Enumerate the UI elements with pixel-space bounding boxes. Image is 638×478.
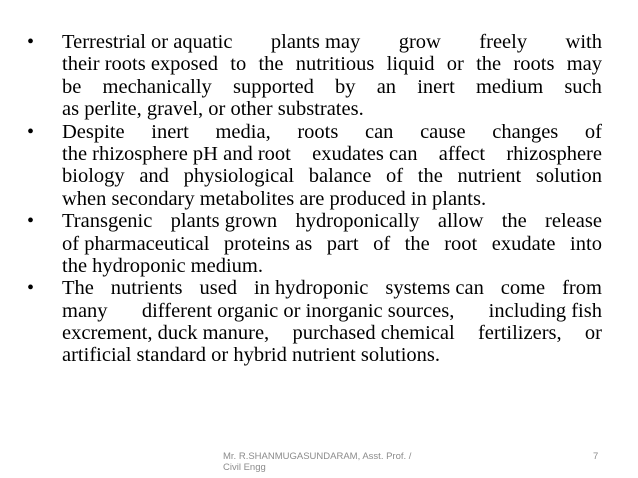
bullet-text-segment: different organic or inorganic sources, <box>141 299 455 322</box>
bullet-text-segment: the <box>501 210 527 233</box>
bullet-line <box>62 121 602 143</box>
bullet-text-segment: Terrestrial or aquatic <box>62 31 233 53</box>
bullet-text-segment: nutrient <box>457 165 522 188</box>
bullet-text-segment: their roots exposed <box>62 53 218 76</box>
bullet-line <box>62 143 602 165</box>
bullet-text-segment: many <box>62 299 108 322</box>
bullet-text-segment: release <box>545 210 602 233</box>
bullet-text-segment: grow <box>398 31 441 53</box>
bullet-dot: • <box>27 210 35 233</box>
bullet-text-segment: balance <box>308 165 372 188</box>
bullet-text-segment: may <box>566 53 602 76</box>
bullet-text-segment: medium <box>475 75 544 98</box>
bullet-text-segment: changes <box>492 120 559 143</box>
bullet-list <box>0 31 638 367</box>
bullet-line <box>62 76 602 98</box>
bullet-text-segment: roots <box>297 120 339 143</box>
bullet-text-segment: to <box>230 53 247 76</box>
bullet-text-segment: the <box>476 53 502 76</box>
bullet-text-segment: in hydroponic <box>253 277 369 300</box>
bullet-text-segment: biology <box>62 165 125 188</box>
bullet-text-segment: can <box>364 120 394 143</box>
bullet-text-segment: Transgenic <box>62 210 153 233</box>
bullet-text-segment: the <box>404 232 430 255</box>
bullet-text-segment: including fish <box>488 299 602 322</box>
bullet-text-segment: media, <box>215 120 271 143</box>
bullet-text-segment: physiological <box>183 165 295 188</box>
bullet-line <box>62 300 602 322</box>
bullet-line <box>62 210 602 232</box>
bullet-text-segment: exudates can <box>312 142 418 165</box>
bullet-dot: • <box>27 31 35 53</box>
bullet-text-segment: root <box>444 232 478 255</box>
bullet-text-segment: rhizosphere <box>506 142 602 165</box>
bullet-text-segment: allow <box>437 210 484 233</box>
bullet-text-segment: cause <box>420 120 466 143</box>
bullet-line <box>62 277 602 299</box>
bullet-line <box>62 31 602 53</box>
bullet-item <box>0 277 638 367</box>
bullet-dot: • <box>27 120 35 143</box>
bullet-text-segment: of <box>584 120 602 143</box>
bullet-text-segment: be <box>62 75 82 98</box>
bullet-text-segment: by <box>335 75 356 98</box>
bullet-text-segment: the rhizosphere pH and root <box>62 142 291 165</box>
bullet-text-segment: fertilizers, <box>477 322 562 345</box>
bullet-text-segment: affect <box>438 142 486 165</box>
bullet-text-segment: liquid <box>386 53 435 76</box>
bullet-text-segment: into <box>570 232 602 255</box>
footer-author-line-2: Civil Engg <box>223 462 266 473</box>
bullet-line <box>62 165 602 187</box>
bullet-text-segment: of <box>373 232 391 255</box>
bullet-line <box>62 53 602 75</box>
bullet-line <box>62 98 602 120</box>
bullet-line <box>62 188 602 210</box>
bullet-text-segment: exudate <box>491 232 556 255</box>
bullet-text-segment: the <box>417 165 443 188</box>
bullet-text-segment: come <box>500 277 546 300</box>
bullet-text-segment: artificial standard or hybrid nutrient solutions. <box>62 344 441 367</box>
bullet-text-segment: inert <box>151 120 189 143</box>
bullet-text-segment: with <box>565 31 602 53</box>
bullet-text-segment: nutrients <box>110 277 183 300</box>
bullet-text-segment: or <box>446 53 464 76</box>
bullet-text-segment: proteins as <box>223 232 313 255</box>
bullet-text-segment: or <box>584 322 602 345</box>
bullet-item <box>0 31 638 121</box>
bullet-text-segment: of <box>386 165 404 188</box>
bullet-text-segment: solution <box>535 165 602 188</box>
footer-author-line-1: Mr. R.SHANMUGASUNDARAM, Asst. Prof. / <box>223 451 412 462</box>
bullet-text-segment: as perlite, gravel, or other substrates. <box>62 98 364 121</box>
bullet-line <box>62 233 602 255</box>
bullet-text-segment: inert <box>417 75 455 98</box>
bullet-text-segment: part <box>326 232 359 255</box>
bullet-text-segment: freely <box>479 31 528 53</box>
bullet-text-segment: used <box>199 277 238 300</box>
bullet-text-segment: from <box>562 277 602 300</box>
bullet-text-segment: plants may <box>270 31 361 53</box>
bullet-text-segment: the hydroponic medium. <box>62 254 263 277</box>
bullet-text-segment: The <box>62 277 94 300</box>
bullet-text-segment: an <box>376 75 397 98</box>
bullet-text-segment: and <box>139 165 169 188</box>
bullet-text-segment: roots <box>513 53 555 76</box>
bullet-text-segment: systems can <box>385 277 484 300</box>
bullet-text-segment: supported <box>232 75 314 98</box>
bullet-line <box>62 322 602 344</box>
bullet-text-segment: the <box>258 53 284 76</box>
bullet-line <box>62 255 602 277</box>
bullet-text-segment: such <box>564 75 602 98</box>
bullet-text-segment: of pharmaceutical <box>62 232 210 255</box>
bullet-text-segment: purchased chemical <box>292 322 455 345</box>
bullet-text-segment: mechanically <box>102 75 212 98</box>
bullet-text-segment: Despite <box>62 120 125 143</box>
bullet-text-segment: when secondary metabolites are produced in plants. <box>62 187 487 210</box>
bullet-text-segment: nutritious <box>295 53 375 76</box>
footer-author <box>223 451 423 473</box>
bullet-line <box>62 344 602 366</box>
page-number: 7 <box>593 451 599 462</box>
bullet-text-segment: plants grown <box>170 210 278 233</box>
bullet-text-segment: hydroponically <box>295 210 420 233</box>
bullet-item <box>0 210 638 277</box>
bullet-item <box>0 121 638 211</box>
bullet-text-segment: excrement, duck manure, <box>62 322 270 345</box>
bullet-dot: • <box>27 277 35 300</box>
